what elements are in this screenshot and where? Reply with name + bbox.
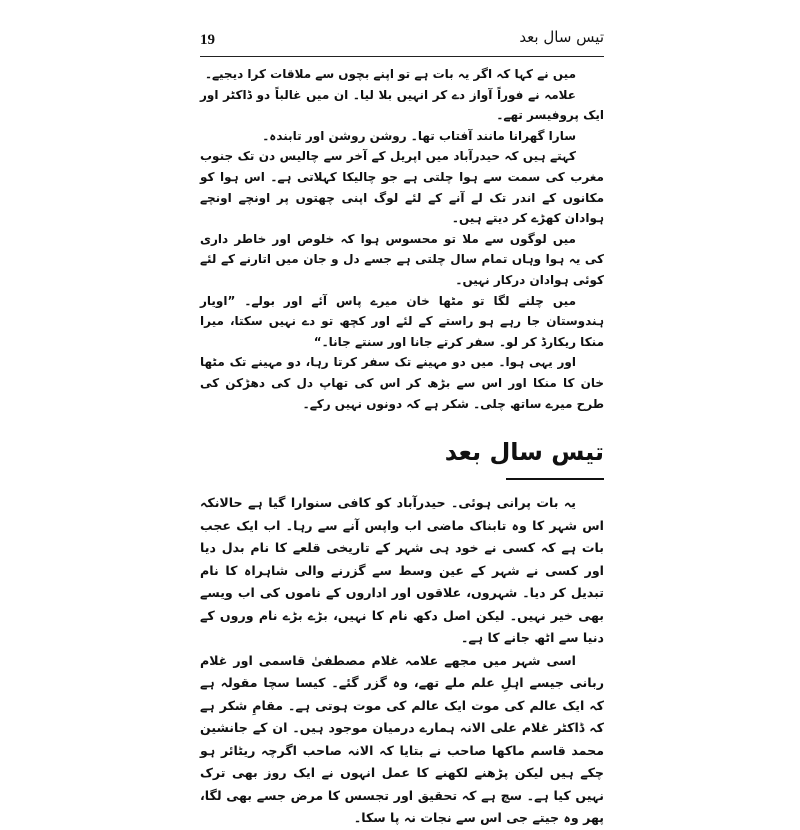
paragraph: اور یہی ہوا۔ میں دو مہینے تک سفر کرتا رہا، دو مہینے تک مٹھا خان کا منکا اور اس سے بڑھ کر اس کی تھاپ دل کی دھڑکن کی طرح میرے ساتھ چلی۔ شکر ہے کہ دونوں نہیں رکے۔ bbox=[200, 355, 604, 411]
paragraph: کہتے ہیں کہ حیدرآباد میں اپریل کے آخر سے چالیس دن تک جنوب مغرب کی سمت سے ہوا چلتی ہے جو چالیکا کہلاتی ہے۔ اس ہوا کو مکانوں کے اندر تک لے آنے کے لئے لوگ اپنی چھتوں پر اونچے اونچے ہوادان کھڑے کر دیتے ہیں۔ bbox=[200, 149, 604, 226]
header-divider bbox=[200, 56, 604, 57]
paragraph: اسی شہر میں مجھے علامہ غلام مصطفیٰ قاسمی اور غلام ربانی جیسے اہلِ علم ملے تھے، وہ گزر گئے۔ کیسا سچا مقولہ ہے کہ ایک عالم کی موت ایک عالم کی موت ہوتی ہے۔ مقامِ شکر ہے کہ ڈاکٹر غلام علی الانہ ہمارے درمیان موجود ہیں۔ ان کے جانشین محمد قاسم ماکھا صاحب نے بتایا کہ الانہ صاحب اگرچہ ریٹائر ہو چکے ہیں لیکن پڑھنے لکھنے کا عمل انہوں نے ایک روز بھی ترک نہیں کیا ہے۔ سچ ہے کہ تحقیق اور تجسس کا مرض جسے بھی لگا، پھر وہ جیتے جی اس سے نجات نہ پا سکا۔ bbox=[200, 652, 604, 825]
section-title-underline bbox=[506, 478, 604, 480]
page-number: 19 bbox=[200, 32, 215, 48]
paragraph: میں چلنے لگا تو مٹھا خان میرے پاس آئے اور بولے۔ ”اویار ہندوستان جا رہے ہو راستے کے لئے اور کچھ تو دے نہیں سکتا، میرا منکا ریکارڈ کر لو۔ سفر کرتے جانا اور سنتے جانا۔“ bbox=[200, 293, 604, 349]
paragraph: میں لوگوں سے ملا تو محسوس ہوا کہ خلوص اور خاطر داری کی یہ ہوا وہاں تمام سال چلتی ہے جسے دل و جان میں اتارنے کے لئے کوئی ہوادان درکار نہیں۔ bbox=[200, 231, 604, 287]
previous-section-text bbox=[200, 64, 604, 414]
section-title: تیس سال بعد bbox=[444, 438, 604, 466]
page-header bbox=[200, 28, 604, 54]
paragraph: علامہ نے فوراً آواز دے کر انہیں بلا لیا۔ ان میں غالباً دو ڈاکٹر اور ایک پروفیسر تھے۔ bbox=[200, 87, 604, 123]
paragraph: یہ بات پرانی ہوئی۔ حیدرآباد کو کافی سنوارا گیا ہے حالانکہ اس شہر کا وہ تابناک ماضی اب واپس آنے سے رہا۔ اب ایک عجب بات ہے کہ کسی نے خود ہی شہر کے تاریخی قلعے کا نام بدل دیا اور کسی نے شہر کے عین وسط سے گزرنے والی شاہراہ کا نام تبدیل کر دیا۔ شہروں، علاقوں اور اداروں کے ناموں کی اب ویسے بھی خیر نہیں۔ لیکن اصل دکھ نام کا نہیں، بڑے بڑے نام وروں کے دنیا سے اٹھ جانے کا ہے۔ bbox=[200, 495, 604, 645]
paragraph: سارا گھرانا مانند آفتاب تھا۔ روشن روشن اور تابندہ۔ bbox=[262, 128, 576, 143]
running-title: تیس سال بعد bbox=[519, 28, 604, 46]
paragraph: میں نے کہا کہ اگر یہ بات ہے تو اپنے بچوں سے ملاقات کرا دیجیے۔ bbox=[204, 67, 576, 81]
section-body-text bbox=[200, 492, 604, 830]
